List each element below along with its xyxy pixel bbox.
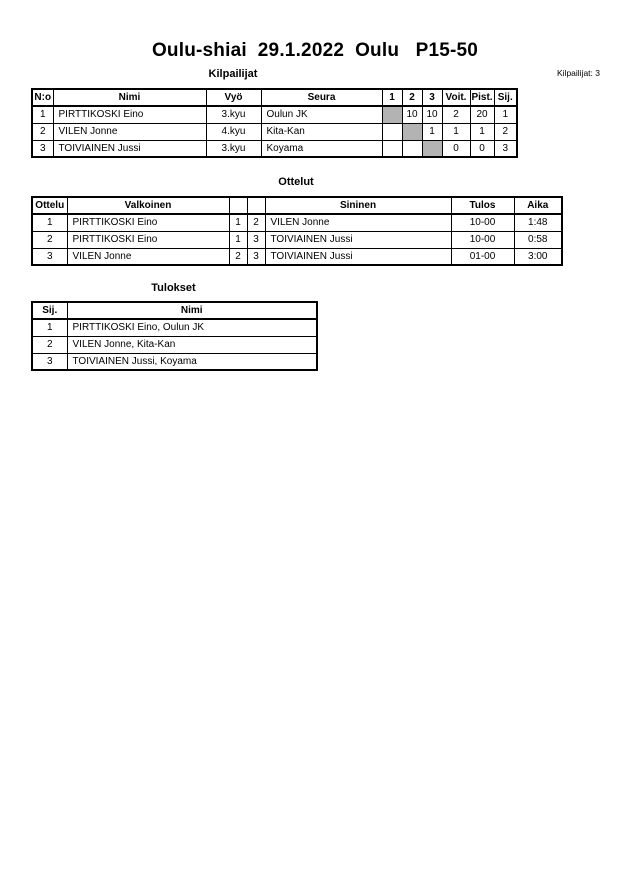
col-header-valkoinen: Valkoinen [67, 197, 229, 214]
col-header-ottelu: Ottelu [32, 197, 67, 214]
cell-matrix-2: 10 [402, 106, 422, 123]
col-header-blue-number [247, 197, 265, 214]
cell-aika: 3:00 [514, 248, 562, 265]
cell-vyo: 3.kyu [206, 106, 261, 123]
cell-matrix-1-diagonal [382, 106, 402, 123]
table-row [32, 231, 562, 248]
cell-tulos: 10-00 [451, 214, 514, 231]
cell-aika: 0:58 [514, 231, 562, 248]
cell-sij: 2 [494, 123, 517, 140]
cell-matrix-3: 1 [422, 123, 442, 140]
cell-white-number: 1 [229, 231, 247, 248]
table-row [32, 214, 562, 231]
table-row [32, 319, 317, 336]
col-header-sij: Sij. [494, 89, 517, 106]
cell-matrix-2-diagonal [402, 123, 422, 140]
cell-blue-number: 3 [247, 231, 265, 248]
cell-match-no: 3 [32, 248, 67, 265]
col-header-no: N:o [32, 89, 53, 106]
table-row [32, 353, 317, 370]
cell-sij: 1 [494, 106, 517, 123]
cell-white-number: 1 [229, 214, 247, 231]
cell-white-name: PIRTTIKOSKI Eino [67, 214, 229, 231]
cell-blue-number: 2 [247, 214, 265, 231]
cell-nimi: TOIVIAINEN Jussi [53, 140, 206, 157]
cell-nimi: PIRTTIKOSKI Eino [53, 106, 206, 123]
cell-pist: 1 [470, 123, 494, 140]
cell-placement: 3 [32, 353, 67, 370]
table-row [32, 248, 562, 265]
cell-name-club: VILEN Jonne, Kita-Kan [67, 336, 317, 353]
cell-name-club: TOIVIAINEN Jussi, Koyama [67, 353, 317, 370]
cell-matrix-1 [382, 140, 402, 157]
cell-name-club: PIRTTIKOSKI Eino, Oulun JK [67, 319, 317, 336]
cell-no: 1 [32, 106, 53, 123]
ottelut-header-row [32, 197, 562, 214]
cell-placement: 2 [32, 336, 67, 353]
table-row [32, 123, 517, 140]
kilpailijat-header-row [32, 89, 517, 106]
cell-blue-name: TOIVIAINEN Jussi [265, 231, 451, 248]
section-title-ottelut: Ottelut [278, 176, 314, 188]
col-header-voit: Voit. [442, 89, 470, 106]
cell-no: 2 [32, 123, 53, 140]
cell-voit: 2 [442, 106, 470, 123]
cell-matrix-3-diagonal [422, 140, 442, 157]
cell-tulos: 10-00 [451, 231, 514, 248]
page-title: Oulu-shiai 29.1.2022 Oulu P15-50 [151, 40, 479, 61]
col-header-1: 1 [382, 89, 402, 106]
cell-blue-name: TOIVIAINEN Jussi [265, 248, 451, 265]
col-header-3: 3 [422, 89, 442, 106]
cell-seura: Koyama [261, 140, 382, 157]
cell-white-name: PIRTTIKOSKI Eino [67, 231, 229, 248]
tulokset-header-row [32, 302, 317, 319]
cell-matrix-1 [382, 123, 402, 140]
competitors-count: Kilpailijat: 3 [557, 68, 600, 78]
table-row [32, 106, 517, 123]
col-header-pist: Pist. [470, 89, 494, 106]
cell-voit: 0 [442, 140, 470, 157]
col-header-aika: Aika [514, 197, 562, 214]
col-header-sij: Sij. [32, 302, 67, 319]
cell-no: 3 [32, 140, 53, 157]
col-header-nimi: Nimi [67, 302, 317, 319]
cell-placement: 1 [32, 319, 67, 336]
cell-seura: Kita-Kan [261, 123, 382, 140]
section-title-tulokset: Tulokset [151, 282, 196, 294]
col-header-sininen: Sininen [265, 197, 451, 214]
ottelut-table [31, 196, 563, 266]
table-row [32, 140, 517, 157]
cell-pist: 20 [470, 106, 494, 123]
col-header-2: 2 [402, 89, 422, 106]
cell-aika: 1:48 [514, 214, 562, 231]
cell-voit: 1 [442, 123, 470, 140]
cell-blue-number: 3 [247, 248, 265, 265]
col-header-tulos: Tulos [451, 197, 514, 214]
cell-vyo: 3.kyu [206, 140, 261, 157]
cell-vyo: 4.kyu [206, 123, 261, 140]
cell-match-no: 2 [32, 231, 67, 248]
cell-match-no: 1 [32, 214, 67, 231]
section-title-kilpailijat: Kilpailijat [208, 68, 258, 80]
col-header-vyo: Vyö [206, 89, 261, 106]
col-header-white-number [229, 197, 247, 214]
table-row [32, 336, 317, 353]
col-header-nimi: Nimi [53, 89, 206, 106]
cell-pist: 0 [470, 140, 494, 157]
cell-tulos: 01-00 [451, 248, 514, 265]
cell-blue-name: VILEN Jonne [265, 214, 451, 231]
kilpailijat-table [31, 88, 518, 158]
cell-white-name: VILEN Jonne [67, 248, 229, 265]
cell-sij: 3 [494, 140, 517, 157]
cell-white-number: 2 [229, 248, 247, 265]
cell-matrix-3: 10 [422, 106, 442, 123]
col-header-seura: Seura [261, 89, 382, 106]
tulokset-table [31, 301, 318, 371]
cell-nimi: VILEN Jonne [53, 123, 206, 140]
cell-matrix-2 [402, 140, 422, 157]
cell-seura: Oulun JK [261, 106, 382, 123]
